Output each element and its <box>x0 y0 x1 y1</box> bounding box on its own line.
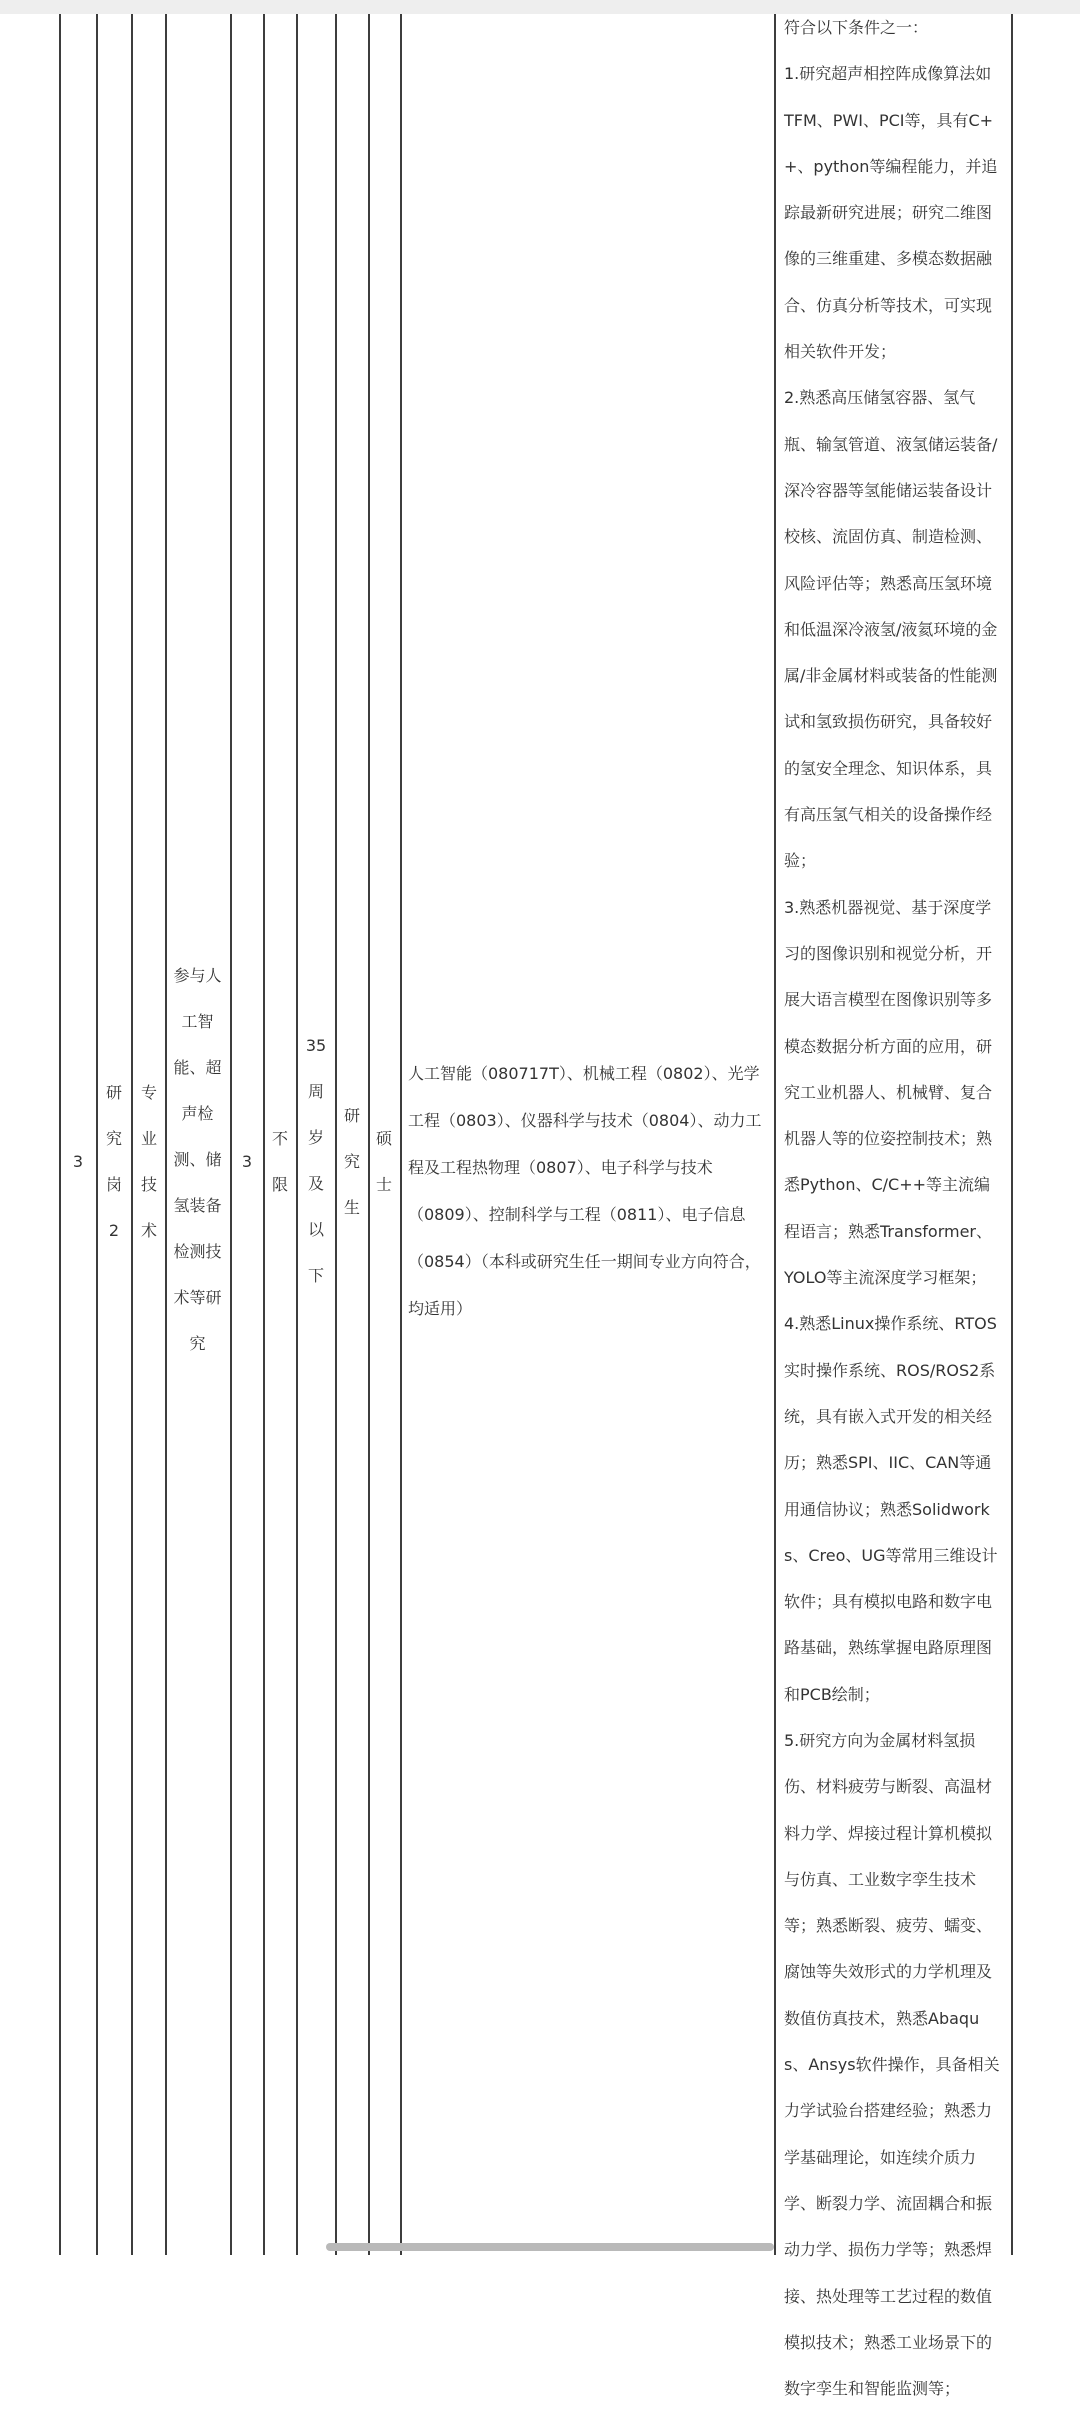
job-duties: 参与人工智能、超声检测、储氢装备检测技术等研究 <box>173 966 222 1353</box>
education-requirement: 研究生 <box>343 1106 360 1217</box>
other-requirements <box>784 5 1000 2412</box>
table-border <box>59 14 61 2255</box>
table-border <box>296 14 298 2255</box>
table-border <box>368 14 370 2255</box>
position-category: 专业技术 <box>140 1083 157 1240</box>
requirement-item: 1.研究超声相控阵成像算法如TFM、PWI、PCI等，具有C++、python等编程能力，并追踪最新研究进展；研究二维图像的三维重建、多模态数据融合、仿真分析等技术，可实现相关软件开发； <box>784 64 998 362</box>
table-border <box>263 14 265 2255</box>
row-index: 3 <box>72 1152 84 1171</box>
degree-requirement: 硕士 <box>375 1129 392 1194</box>
table-border <box>774 14 776 2255</box>
hiring-count: 3 <box>241 1152 253 1171</box>
table-border <box>1011 14 1013 2255</box>
requirement-item: 2.熟悉高压储氢容器、氢气瓶、输氢管道、液氢储运装备/深冷容器等氢能储运装备设计校核、流固仿真、制造检测、风险评估等；熟悉高压氢环境和低温深冷液氢/液氦环境的金属/非金属材料或装备的性能测试和氢致损伤研究，具备较好的氢安全理念、知识体系，具有高压氢气相关的设备操作经验； <box>784 388 998 871</box>
table-border <box>335 14 337 2255</box>
table-border <box>400 14 402 2255</box>
table-border <box>165 14 167 2255</box>
gender-requirement: 不限 <box>271 1129 288 1194</box>
table-border <box>96 14 98 2255</box>
table-border <box>230 14 232 2255</box>
requirement-item: 5.研究方向为金属材料氢损伤、材料疲劳与断裂、高温材料力学、焊接过程计算机模拟与仿真、工业数字孪生技术等；熟悉断裂、疲劳、蠕变、腐蚀等失效形式的力学机理及数值仿真技术，熟悉Abaqus、Ansys软件操作，具备相关力学试验台搭建经验；熟悉力学基础理论，如连续介质力学、断裂力学、流固耦合和振动力学、损伤力学等；熟悉焊接、热处理等工艺过程的数值模拟技术；熟悉工业场景下的数字孪生和智能监测等； <box>784 1730 1000 2399</box>
requirement-item: 4.熟悉Linux操作系统、RTOS实时操作系统、ROS/ROS2系统，具有嵌入式开发的相关经历；熟悉SPI、IIC、CAN等通用通信协议；熟悉Solidworks、Creo、UG等常用三维设计软件；具有模拟电路和数字电路基础，熟练掌握电路原理图和PCB绘制； <box>784 1314 998 1704</box>
major-requirement: 人工智能（080717T）、机械工程（0802）、光学工程（0803）、仪器科学与技术（0804）、动力工程及工程热物理（0807）、电子科学与技术（0809）、控制科学与工程（0811）、电子信息（0854）（本科或研究生任一期间专业方向符合，均适用） <box>408 1064 762 1318</box>
horizontal-scrollbar[interactable] <box>326 2243 774 2251</box>
table-border <box>131 14 133 2255</box>
requirement-intro: 符合以下条件之一： <box>784 18 929 37</box>
age-requirement: 35周岁及以下 <box>305 1036 327 1285</box>
position-name: 研究岗2 <box>105 1083 122 1240</box>
requirement-item: 3.熟悉机器视觉、基于深度学习的图像识别和视觉分析，开展大语言模型在图像识别等多模态数据分析方面的应用，研究工业机器人、机械臂、复合机器人等的位姿控制技术；熟悉Python、C/C++等主流编程语言；熟悉Transformer、YOLO等主流深度学习框架； <box>784 897 993 1288</box>
